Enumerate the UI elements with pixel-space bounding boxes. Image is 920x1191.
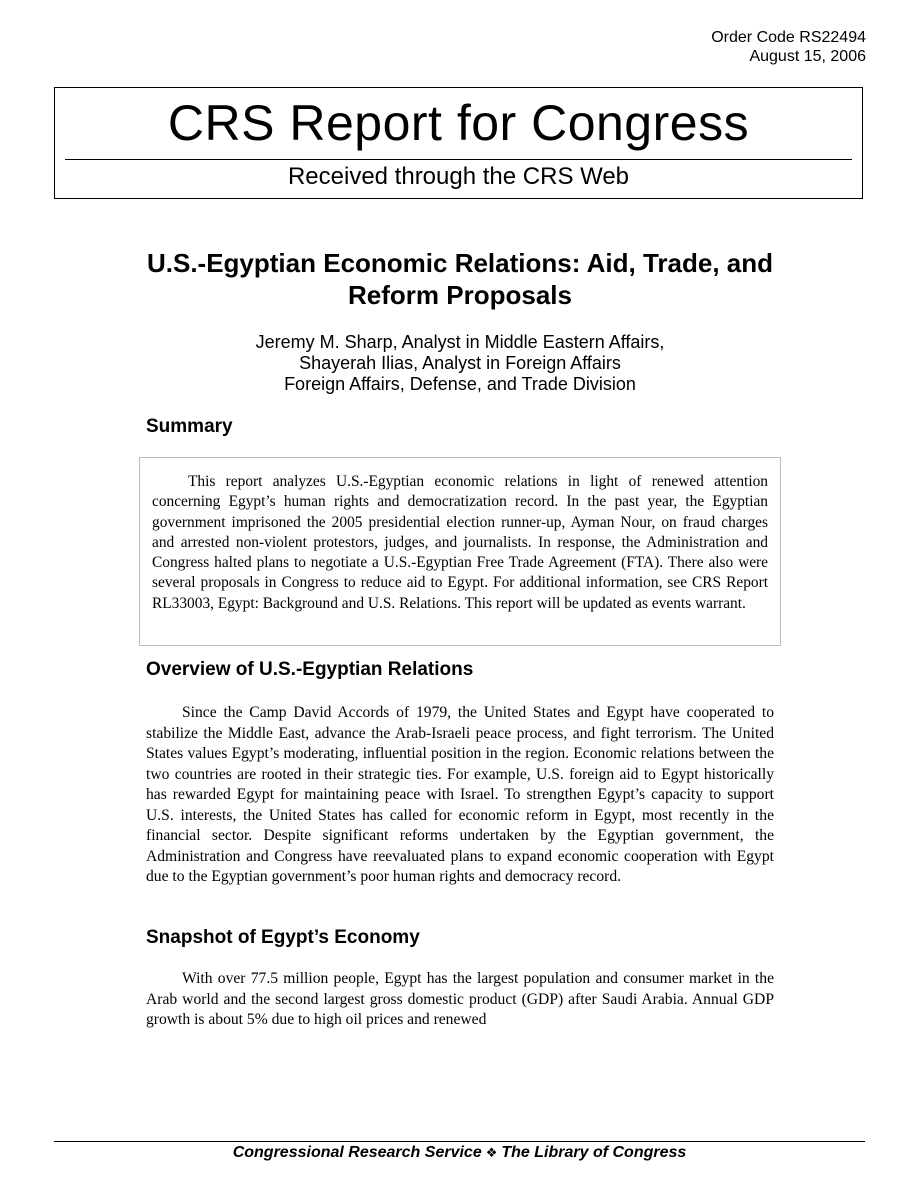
author-line: Foreign Affairs, Defense, and Trade Division xyxy=(284,374,636,394)
diamond-icon: ❖ xyxy=(485,1145,498,1160)
banner-title: CRS Report for Congress xyxy=(167,95,750,151)
summary-text: This report analyzes U.S.-Egyptian economic relations in light of renewed attention concerning Egypt’s human rights and democratization record. In the past year, the Egyptian government imprisoned the 2005 presidential election runner-up, Ayman Nour, on fraud charges and arrested non-violent protestors, judges, and journalists. In response, the Administration and Congress halted plans to negotiate a U.S.-Egyptian Free Trade Agreement (FTA). There also were several proposals in Congress to reduce aid to Egypt. For additional information, see CRS Report RL33003, Egypt: Background and U.S. Relations. This report will be updated as events warrant. xyxy=(152,473,768,612)
document-title: U.S.-Egyptian Economic Relations: Aid, Trade, and Reform Proposals xyxy=(146,248,774,310)
report-banner xyxy=(54,87,863,199)
author-line: Shayerah Ilias, Analyst in Foreign Affairs xyxy=(299,353,621,373)
summary-box xyxy=(139,457,781,646)
section-text-snapshot: With over 77.5 million people, Egypt has the largest population and consumer market in the Arab world and the second largest gross domestic product (GDP) after Saudi Arabia. Annual GDP growth is about 5% due to high oil prices and renewed xyxy=(146,970,774,1028)
order-info xyxy=(711,28,866,66)
footer-rule xyxy=(54,1141,865,1142)
author-block xyxy=(100,332,820,395)
banner-rule xyxy=(65,159,852,160)
section-text-overview: Since the Camp David Accords of 1979, the United States and Egypt have cooperated to stabilize the Middle East, advance the Arab-Israeli peace process, and fight terrorism. The United States values Egypt’s moderating, influential position in the region. Economic relations between the two countries are rooted in their strategic ties. For example, U.S. foreign aid to Egypt historically has rewarded Egypt for maintaining peace with Israel. To strengthen Egypt’s capacity to support U.S. interests, the United States has called for economic reform in Egypt, most recently in the financial sector. Despite significant reforms undertaken by the Egyptian government, the Administration and Congress have reevaluated plans to expand economic cooperation with Egypt due to the Egyptian government’s poor human rights and democracy record. xyxy=(146,704,774,885)
banner-subtitle: Received through the CRS Web xyxy=(287,163,630,190)
order-code: Order Code RS22494 xyxy=(711,29,866,46)
footer-right: The Library of Congress xyxy=(501,1144,687,1161)
report-date: August 15, 2006 xyxy=(749,48,866,65)
page-footer xyxy=(54,1143,865,1163)
footer-left: Congressional Research Service xyxy=(232,1144,482,1161)
summary-heading: Summary xyxy=(146,416,233,437)
section-heading-snapshot: Snapshot of Egypt’s Economy xyxy=(146,927,420,948)
author-line: Jeremy M. Sharp, Analyst in Middle Eastern Affairs, xyxy=(255,332,665,352)
section-heading-overview: Overview of U.S.-Egyptian Relations xyxy=(146,659,474,680)
